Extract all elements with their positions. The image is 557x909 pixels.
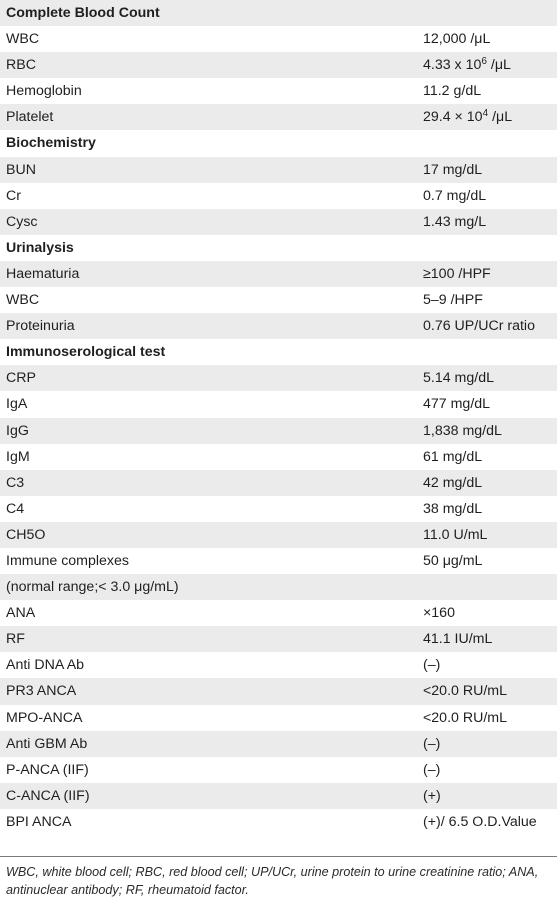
test-name: C4 bbox=[6, 500, 25, 517]
table-row bbox=[0, 470, 557, 496]
table-row bbox=[0, 157, 557, 183]
test-value bbox=[423, 157, 482, 183]
test-value bbox=[423, 78, 481, 104]
table-row bbox=[0, 548, 557, 574]
table-row bbox=[0, 26, 557, 52]
test-value-unit: /μL bbox=[486, 57, 511, 74]
test-name: IgA bbox=[6, 396, 28, 413]
test-value-main: 1,838 mg/dL bbox=[423, 422, 502, 439]
section-title: Immunoserological test bbox=[6, 344, 166, 361]
test-name: Cysc bbox=[6, 213, 38, 230]
test-value bbox=[423, 626, 492, 652]
table-row bbox=[0, 731, 557, 757]
test-value bbox=[423, 548, 482, 574]
test-value bbox=[423, 418, 502, 444]
test-value bbox=[423, 705, 507, 731]
table-row bbox=[0, 522, 557, 548]
table-row bbox=[0, 209, 557, 235]
test-value-main: 61 mg/dL bbox=[423, 448, 483, 465]
test-value bbox=[423, 522, 487, 548]
table-row bbox=[0, 78, 557, 104]
test-name: Platelet bbox=[6, 109, 54, 126]
section-title: Complete Blood Count bbox=[6, 5, 160, 21]
table-row bbox=[0, 574, 557, 600]
test-name: WBC bbox=[6, 292, 40, 309]
test-value-main: 5.14 mg/dL bbox=[423, 370, 494, 387]
table-row bbox=[0, 652, 557, 678]
test-name: Haematuria bbox=[6, 265, 80, 282]
test-name: Proteinuria bbox=[6, 318, 75, 335]
test-name: C-ANCA (IIF) bbox=[6, 787, 90, 804]
table-row bbox=[0, 365, 557, 391]
test-value bbox=[423, 783, 441, 809]
table-row bbox=[0, 104, 557, 130]
test-name: Anti DNA Ab bbox=[6, 657, 85, 674]
test-value-main: 1.43 mg/L bbox=[423, 213, 487, 230]
test-value-main: 17 mg/dL bbox=[423, 161, 483, 178]
test-name: P-ANCA (IIF) bbox=[6, 761, 89, 778]
test-value bbox=[423, 261, 491, 287]
test-name: Cr bbox=[6, 187, 21, 204]
test-value bbox=[423, 365, 494, 391]
test-name: BPI ANCA bbox=[6, 813, 72, 830]
test-value-main: <20.0 RU/mL bbox=[423, 683, 507, 700]
section-header-row bbox=[0, 0, 557, 26]
test-name: IgM bbox=[6, 448, 30, 465]
test-value-main: 50 μg/mL bbox=[423, 552, 483, 569]
section-header-row bbox=[0, 130, 557, 156]
test-name: IgG bbox=[6, 422, 29, 439]
table-row bbox=[0, 444, 557, 470]
test-value-main: 477 mg/dL bbox=[423, 396, 491, 413]
test-value-main: 11.0 U/mL bbox=[423, 526, 488, 543]
test-value-main: 11.2 g/dL bbox=[423, 83, 482, 100]
test-name: (normal range;< 3.0 μg/mL) bbox=[6, 579, 179, 596]
test-value-main: (+) bbox=[423, 787, 441, 804]
test-name: PR3 ANCA bbox=[6, 683, 77, 700]
test-name: RBC bbox=[6, 57, 36, 74]
test-value bbox=[423, 757, 440, 783]
table-row bbox=[0, 418, 557, 444]
section-header-row bbox=[0, 235, 557, 261]
test-value-main: 5–9 /HPF bbox=[423, 292, 483, 309]
table-row bbox=[0, 809, 557, 835]
test-value-main: 12,000 /μL bbox=[423, 31, 491, 48]
test-value bbox=[423, 652, 440, 678]
table-footnote: WBC, white blood cell; RBC, red blood cell; UP/UCr, urine protein to urine creatinine ratio; ANA, antinuclear antibody; RF, rheumatoid factor. bbox=[6, 865, 539, 897]
section-header-row bbox=[0, 339, 557, 365]
test-value bbox=[423, 287, 483, 313]
section-title: Biochemistry bbox=[6, 135, 96, 152]
table-row bbox=[0, 287, 557, 313]
test-value bbox=[423, 391, 490, 417]
test-value-main: 0.7 mg/dL bbox=[423, 187, 487, 204]
table-row bbox=[0, 313, 557, 339]
table-row bbox=[0, 626, 557, 652]
test-value-main: 4.33 x 10 bbox=[423, 57, 482, 74]
test-value-main: (–) bbox=[423, 761, 441, 778]
test-value-main: 38 mg/dL bbox=[423, 500, 483, 517]
test-name: MPO-ANCA bbox=[6, 709, 83, 726]
test-value bbox=[423, 313, 535, 339]
table-row bbox=[0, 52, 557, 78]
section-title: Urinalysis bbox=[6, 239, 74, 256]
test-value-main: <20.0 RU/mL bbox=[423, 709, 507, 726]
test-value-main: (+)/ 6.5 O.D.Value bbox=[423, 813, 537, 830]
test-name: C3 bbox=[6, 474, 25, 491]
test-value-main: (–) bbox=[423, 735, 441, 752]
table-row bbox=[0, 496, 557, 522]
test-value-unit: /μL bbox=[488, 109, 513, 126]
test-value bbox=[423, 496, 482, 522]
test-name: ANA bbox=[6, 605, 36, 622]
test-value-main: 42 mg/dL bbox=[423, 474, 483, 491]
test-value bbox=[423, 52, 511, 78]
table-row bbox=[0, 391, 557, 417]
table-row bbox=[0, 705, 557, 731]
test-name: CH5O bbox=[6, 526, 46, 543]
test-value bbox=[423, 470, 482, 496]
test-name: Immune complexes bbox=[6, 552, 130, 569]
test-name: WBC bbox=[6, 31, 40, 48]
test-value-main: 29.4 × 10 bbox=[423, 109, 483, 126]
table-row bbox=[0, 757, 557, 783]
test-value bbox=[423, 183, 486, 209]
test-name: CRP bbox=[6, 370, 36, 387]
test-value-main: ×160 bbox=[423, 605, 455, 622]
test-value bbox=[423, 731, 440, 757]
table-row bbox=[0, 783, 557, 809]
test-value bbox=[423, 809, 537, 835]
table-row bbox=[0, 678, 557, 704]
table-bottom-rule bbox=[0, 856, 557, 857]
table-row bbox=[0, 600, 557, 626]
test-value-exponent: 4 bbox=[482, 108, 489, 120]
test-value-main: 0.76 UP/UCr ratio bbox=[423, 318, 535, 335]
test-value bbox=[423, 209, 486, 235]
test-name: BUN bbox=[6, 161, 36, 178]
test-value-exponent: 6 bbox=[481, 56, 487, 68]
test-name: Hemoglobin bbox=[6, 83, 82, 100]
test-value bbox=[423, 678, 507, 704]
test-name: Anti GBM Ab bbox=[6, 735, 88, 752]
test-value-main: ≥100 /HPF bbox=[423, 265, 491, 282]
test-value-main: (–) bbox=[423, 657, 441, 674]
test-value bbox=[423, 104, 512, 130]
test-value bbox=[423, 600, 455, 626]
test-value bbox=[423, 26, 490, 52]
table-row bbox=[0, 183, 557, 209]
test-value-main: 41.1 IU/mL bbox=[423, 631, 493, 648]
test-value bbox=[423, 444, 482, 470]
table-row bbox=[0, 261, 557, 287]
test-name: RF bbox=[6, 631, 25, 648]
